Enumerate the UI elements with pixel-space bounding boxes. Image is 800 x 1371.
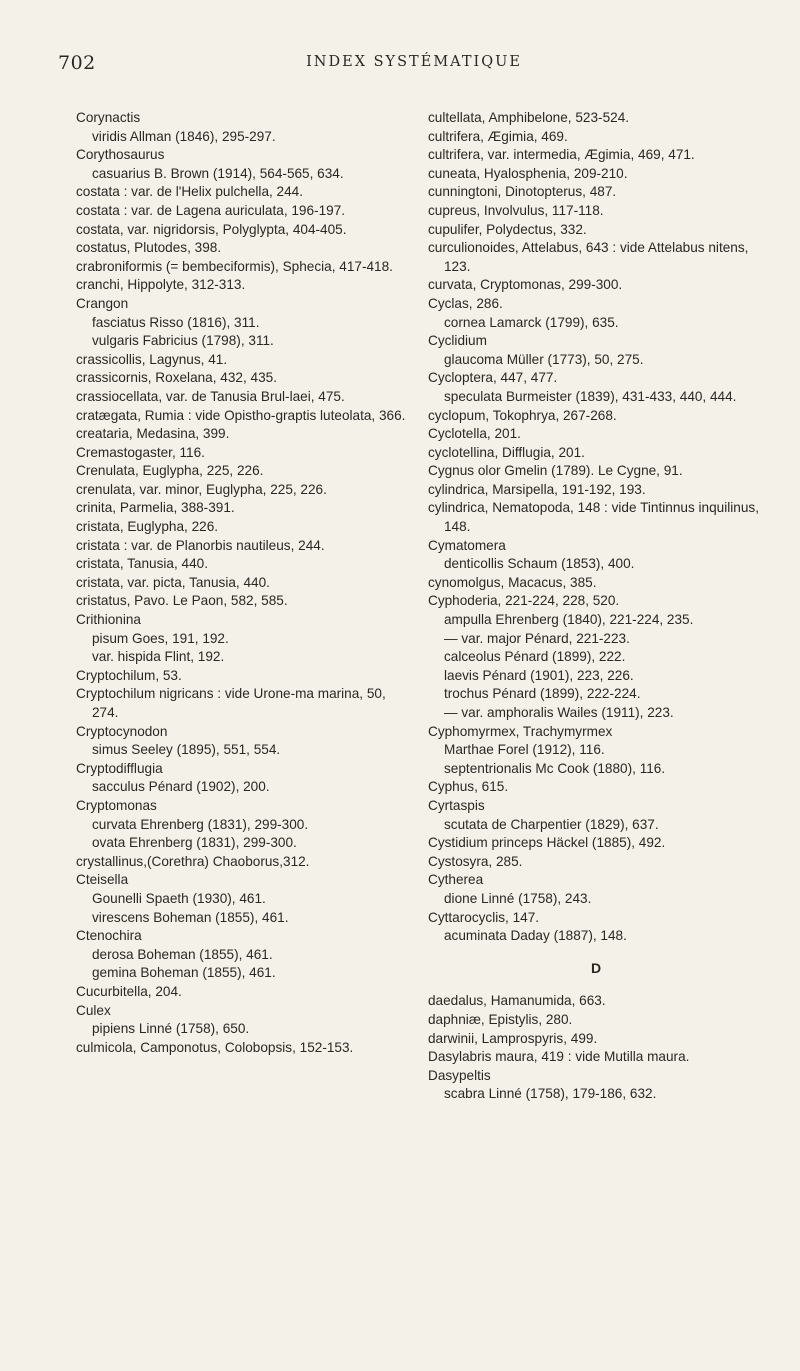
- index-entry: cristata : var. de Planorbis nautileus, 244.: [76, 537, 325, 553]
- index-entry: Cucurbitella, 204.: [76, 983, 182, 999]
- index-entry: curculionoides, Attelabus, 643 : vide Attelabus nitens, 123.: [428, 240, 749, 274]
- index-entry: Cystidium princeps Häckel (1885), 492.: [428, 835, 666, 851]
- index-subentry: curvata Ehrenberg (1831), 299-300.: [92, 816, 309, 832]
- index-entry: cultrifera, var. intermedia, Ægimia, 469, 471.: [428, 147, 695, 163]
- index-entry: Cycloptera, 447, 477.: [428, 370, 558, 386]
- index-entry: Cteisella: [76, 872, 129, 888]
- index-entry: cyclotellina, Difflugia, 201.: [428, 444, 585, 460]
- index-entries-c: [428, 109, 764, 946]
- index-entry: curvata, Cryptomonas, 299-300.: [428, 277, 623, 293]
- index-entry: cristata, Euglypha, 226.: [76, 519, 219, 535]
- index-subentry: pipiens Linné (1758), 650.: [92, 1021, 250, 1037]
- index-entry: crabroniformis (= bembeciformis), Sphecia, 417-418.: [76, 258, 393, 274]
- index-entry: cynomolgus, Macacus, 385.: [428, 574, 597, 590]
- index-subentry: virescens Boheman (1855), 461.: [92, 909, 289, 925]
- index-entry: Crangon: [76, 295, 129, 311]
- index-entry: Dasylabris maura, 419 : vide Mutilla maura.: [428, 1049, 690, 1065]
- index-entry: cranchi, Hippolyte, 312-313.: [76, 277, 246, 293]
- index-entry: cristatus, Pavo. Le Paon, 582, 585.: [76, 593, 288, 609]
- index-subentry: fasciatus Risso (1816), 311.: [92, 314, 260, 330]
- index-entry: crystallinus,(Corethra) Chaoborus,312.: [76, 853, 310, 869]
- index-entry: cristata, var. picta, Tanusia, 440.: [76, 574, 270, 590]
- index-subentry: glaucoma Müller (1773), 50, 275.: [444, 351, 644, 367]
- index-entry: Cyclas, 286.: [428, 295, 503, 311]
- index-column-left: [76, 109, 412, 1057]
- index-entry: daphniæ, Epistylis, 280.: [428, 1011, 573, 1027]
- index-entry: costata : var. de Lagena auriculata, 196-197.: [76, 202, 346, 218]
- index-entry: cupreus, Involvulus, 117-118.: [428, 202, 604, 218]
- index-subentry: Gounelli Spaeth (1930), 461.: [92, 890, 266, 906]
- index-entry: costatus, Plutodes, 398.: [76, 240, 222, 256]
- index-entry: Corythosaurus: [76, 147, 165, 163]
- index-entry: cylindrica, Nematopoda, 148 : vide Tintinnus inquilinus, 148.: [428, 500, 759, 535]
- running-title: INDEX SYSTÉMATIQUE: [306, 54, 522, 70]
- index-subentry: trochus Pénard (1899), 222-224.: [444, 686, 641, 702]
- index-subentry: var. hispida Flint, 192.: [92, 649, 225, 665]
- index-subentry: — var. amphoralis Wailes (1911), 223.: [444, 705, 674, 720]
- index-entry: Cygnus olor Gmelin (1789). Le Cygne, 91.: [428, 463, 683, 479]
- index-subentry: — var. major Pénard, 221-223.: [444, 630, 630, 646]
- index-entry: Cyttarocyclis, 147.: [428, 909, 540, 925]
- index-entry: Cryptochilum nigricans : vide Urone-ma marina, 50, 274.: [76, 686, 386, 720]
- index-entry: cultrifera, Ægimia, 469.: [428, 128, 568, 144]
- index-subentry: dione Linné (1758), 243.: [444, 890, 592, 906]
- index-entry: creataria, Medasina, 399.: [76, 426, 230, 442]
- index-entry: Ctenochira: [76, 928, 142, 944]
- index-subentry: viridis Allman (1846), 295-297.: [92, 128, 276, 144]
- index-entry: costata : var. de l'Helix pulchella, 244.: [76, 184, 304, 200]
- index-subentry: sacculus Pénard (1902), 200.: [92, 779, 270, 795]
- index-subentry: speculata Burmeister (1839), 431-433, 440, 444.: [444, 388, 737, 404]
- index-entry: Corynactis: [76, 110, 141, 125]
- index-entry: cyclopum, Tokophrya, 267-268.: [428, 407, 617, 423]
- index-entry: Cremastogaster, 116.: [76, 444, 205, 460]
- index-subentry: casuarius B. Brown (1914), 564-565, 634.: [92, 165, 344, 181]
- index-entry: cultellata, Amphibelone, 523-524.: [428, 110, 630, 125]
- index-entry: Cyphoderia, 221-224, 228, 520.: [428, 593, 620, 609]
- index-entry: Cryptocynodon: [76, 723, 168, 739]
- index-entry: crassicornis, Roxelana, 432, 435.: [76, 370, 277, 386]
- index-entry: Cyphomyrmex, Trachymyrmex: [428, 723, 613, 739]
- index-entry: Cyclotella, 201.: [428, 426, 521, 442]
- index-subentry: vulgaris Fabricius (1798), 311.: [92, 333, 274, 349]
- index-subentry: cornea Lamarck (1799), 635.: [444, 314, 619, 330]
- index-subentry: scutata de Charpentier (1829), 637.: [444, 816, 659, 832]
- index-subentry: simus Seeley (1895), 551, 554.: [92, 742, 281, 758]
- index-entry: Culex: [76, 1002, 111, 1018]
- index-entry: crassiocellata, var. de Tanusia Brul-laei, 475.: [76, 388, 345, 404]
- index-entry: Cystosyra, 285.: [428, 853, 523, 869]
- index-subentry: Marthae Forel (1912), 116.: [444, 742, 605, 758]
- index-entry: Cyphus, 615.: [428, 779, 509, 795]
- index-entry: crassicollis, Lagynus, 41.: [76, 351, 228, 367]
- index-entry: darwinii, Lamprospyris, 499.: [428, 1030, 598, 1046]
- index-subentry: scabra Linné (1758), 179-186, 632.: [444, 1086, 657, 1102]
- index-entry: Cryptomonas: [76, 797, 157, 813]
- index-entry: Crenulata, Euglypha, 225, 226.: [76, 463, 264, 479]
- index-entry: Cryptochilum, 53.: [76, 667, 182, 683]
- index-entry: crinita, Parmelia, 388-391.: [76, 500, 235, 516]
- index-entries-d: [428, 992, 764, 1104]
- index-entry: daedalus, Hamanumida, 663.: [428, 993, 606, 1009]
- index-entry: Cymatomera: [428, 537, 506, 553]
- index-entry: Cryptodifflugia: [76, 760, 163, 776]
- index-entry: cratægata, Rumia : vide Opistho-graptis luteolata, 366.: [76, 407, 406, 423]
- index-entry: cristata, Tanusia, 440.: [76, 556, 208, 572]
- index-entry: Crithionina: [76, 612, 141, 628]
- index-subentry: calceolus Pénard (1899), 222.: [444, 649, 626, 665]
- index-subentry: pisum Goes, 191, 192.: [92, 630, 229, 646]
- index-subentry: laevis Pénard (1901), 223, 226.: [444, 667, 634, 683]
- index-entry: Dasypeltis: [428, 1067, 491, 1083]
- index-entry: cylindrica, Marsipella, 191-192, 193.: [428, 481, 646, 497]
- index-subentry: acuminata Daday (1887), 148.: [444, 928, 627, 944]
- page-header: [58, 52, 770, 80]
- section-letter-d: D: [590, 959, 602, 976]
- index-subentry: derosa Boheman (1855), 461.: [92, 946, 273, 962]
- index-subentry: ampulla Ehrenberg (1840), 221-224, 235.: [444, 612, 694, 628]
- index-column-right: [428, 109, 764, 1104]
- index-entry: Cyclidium: [428, 333, 487, 349]
- index-subentry: gemina Boheman (1855), 461.: [92, 965, 276, 981]
- index-subentry: ovata Ehrenberg (1831), 299-300.: [92, 835, 297, 851]
- index-entry: crenulata, var. minor, Euglypha, 225, 226.: [76, 481, 327, 497]
- index-entry: cuneata, Hyalosphenia, 209-210.: [428, 165, 628, 181]
- index-entry: culmicola, Camponotus, Colobopsis, 152-153.: [76, 1039, 354, 1055]
- index-entry: costata, var. nigridorsis, Polyglypta, 404-405.: [76, 221, 347, 237]
- index-entry: cunningtoni, Dinotopterus, 487.: [428, 184, 617, 200]
- page-number: 702: [58, 52, 96, 74]
- index-entry: Cyrtaspis: [428, 797, 485, 813]
- index-subentry: denticollis Schaum (1853), 400.: [444, 556, 635, 572]
- index-entry: cupulifer, Polydectus, 332.: [428, 221, 587, 237]
- index-subentry: septentrionalis Mc Cook (1880), 116.: [444, 760, 666, 776]
- index-entry: Cytherea: [428, 872, 484, 888]
